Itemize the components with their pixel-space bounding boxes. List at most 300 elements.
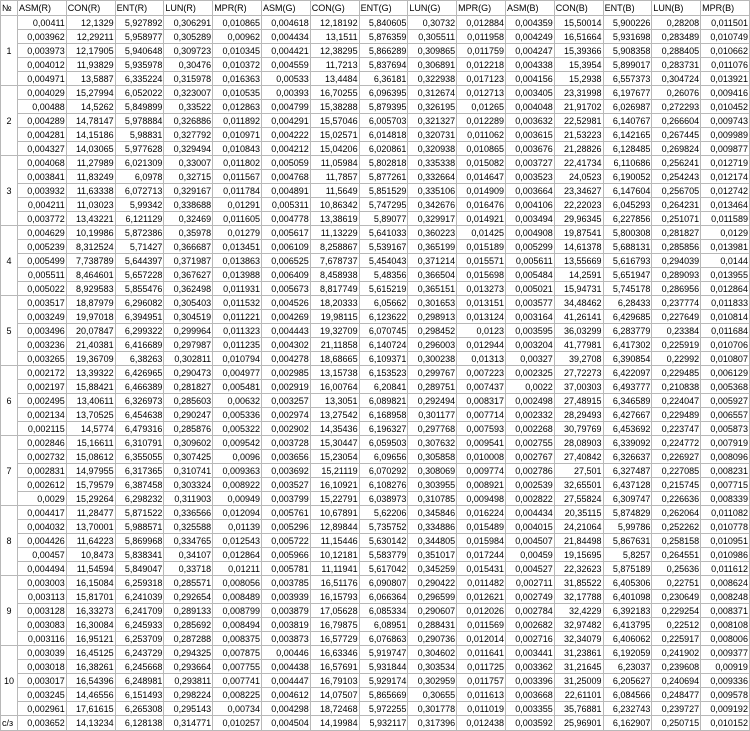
data-cell: 0,007875 xyxy=(213,646,262,660)
data-cell: 16,57729 xyxy=(310,632,359,646)
data-cell: 6,429685 xyxy=(603,310,652,324)
data-cell: 0,012218 xyxy=(457,58,506,72)
data-cell: 6,085334 xyxy=(359,604,408,618)
data-cell: 5,615219 xyxy=(359,282,408,296)
table-row xyxy=(1,422,750,436)
data-cell: 5,688131 xyxy=(603,240,652,254)
data-cell: 0,00446 xyxy=(261,646,310,660)
data-cell: 5,849047 xyxy=(115,562,164,576)
data-cell: 23,34627 xyxy=(554,184,603,198)
data-cell: 0,002711 xyxy=(505,576,554,590)
data-cell: 0,003727 xyxy=(505,156,554,170)
data-cell: 0,301177 xyxy=(408,408,457,422)
data-cell: 18,20333 xyxy=(310,296,359,310)
data-cell: 0,226927 xyxy=(652,450,701,464)
data-cell: 0,009416 xyxy=(701,86,750,100)
data-cell: 0,002612 xyxy=(18,478,67,492)
data-cell: 0,293664 xyxy=(164,660,213,674)
data-cell: 0,329167 xyxy=(164,184,213,198)
data-cell: 0,012863 xyxy=(213,100,262,114)
data-cell: 5,972255 xyxy=(359,702,408,716)
data-cell: 0,003116 xyxy=(18,632,67,646)
data-cell: 5,657228 xyxy=(115,268,164,282)
data-cell: 19,15695 xyxy=(554,548,603,562)
data-cell: 13,55669 xyxy=(554,254,603,268)
data-cell: 0,004359 xyxy=(505,16,554,30)
data-cell: 19,87541 xyxy=(554,226,603,240)
group-number: 10 xyxy=(1,646,18,716)
data-cell: 0,004421 xyxy=(261,44,310,58)
data-cell: 0,005484 xyxy=(505,268,554,282)
data-cell: 11,03023 xyxy=(66,198,115,212)
data-cell: 0,004106 xyxy=(505,198,554,212)
data-cell: 21,11858 xyxy=(310,338,359,352)
data-cell: 0,009377 xyxy=(701,646,750,660)
data-cell: 0,012289 xyxy=(457,114,506,128)
data-cell: 0,002767 xyxy=(505,450,554,464)
data-cell: 6,326973 xyxy=(115,394,164,408)
data-cell: 0,290607 xyxy=(408,604,457,618)
data-cell: 0,004438 xyxy=(261,660,310,674)
data-cell: 0,226636 xyxy=(652,492,701,506)
data-cell: 0,304602 xyxy=(408,646,457,660)
data-cell: 0,010008 xyxy=(457,450,506,464)
data-cell: 0,002268 xyxy=(505,422,554,436)
data-cell: 12,89844 xyxy=(310,520,359,534)
data-cell: 15,02571 xyxy=(310,128,359,142)
data-cell: 0,300238 xyxy=(408,352,457,366)
data-cell: 5,89077 xyxy=(359,212,408,226)
table-row xyxy=(1,660,750,674)
data-cell: 0,011567 xyxy=(213,170,262,184)
data-cell: 0,00488 xyxy=(18,100,67,114)
data-cell: 0,003164 xyxy=(505,310,554,324)
data-cell: 0,00459 xyxy=(505,548,554,562)
data-cell: 0,003039 xyxy=(18,646,67,660)
data-cell: 0,005336 xyxy=(213,408,262,422)
data-cell: 7,678737 xyxy=(310,254,359,268)
data-cell: 31,21645 xyxy=(554,660,603,674)
data-cell: 0,003962 xyxy=(18,30,67,44)
data-cell: 22,41734 xyxy=(554,156,603,170)
data-cell: 0,011235 xyxy=(213,338,262,352)
data-cell: 11,54594 xyxy=(66,562,115,576)
data-cell: 8,817749 xyxy=(310,282,359,296)
data-cell: 0,305511 xyxy=(408,30,457,44)
header-cell: MPR(B) xyxy=(701,1,750,16)
header-cell: LUN(R) xyxy=(164,1,213,16)
data-cell: 0,012026 xyxy=(457,604,506,618)
data-cell: 0,007437 xyxy=(457,380,506,394)
data-cell: 16,10921 xyxy=(310,478,359,492)
data-cell: 0,004289 xyxy=(18,114,67,128)
group-number: 5 xyxy=(1,296,18,366)
data-cell: 0,002822 xyxy=(505,492,554,506)
data-cell: 0,229485 xyxy=(652,366,701,380)
data-cell: 0,360223 xyxy=(408,226,457,240)
data-cell: 6,005703 xyxy=(359,114,408,128)
data-cell: 5,929174 xyxy=(359,674,408,688)
data-cell: 0,003676 xyxy=(505,142,554,156)
data-cell: 6,401098 xyxy=(603,590,652,604)
data-cell: 14,07507 xyxy=(310,688,359,702)
data-cell: 0,003615 xyxy=(505,128,554,142)
data-cell: 5,583779 xyxy=(359,548,408,562)
table-row xyxy=(1,366,750,380)
data-cell: 0,01313 xyxy=(457,352,506,366)
data-cell: 0,002682 xyxy=(505,618,554,632)
data-cell: 0,003595 xyxy=(505,324,554,338)
data-cell: 0,011759 xyxy=(457,44,506,58)
data-cell: 0,285856 xyxy=(652,240,701,254)
data-cell: 6,232743 xyxy=(603,702,652,716)
table-row xyxy=(1,478,750,492)
data-cell: 6,070745 xyxy=(359,324,408,338)
table-row xyxy=(1,688,750,702)
data-cell: 0,254243 xyxy=(652,170,701,184)
table-row xyxy=(1,282,750,296)
data-cell: 5,867631 xyxy=(603,534,652,548)
data-cell: 0,002831 xyxy=(18,464,67,478)
data-cell: 5,454043 xyxy=(359,254,408,268)
data-cell: 27,501 xyxy=(554,464,603,478)
data-cell: 13,70001 xyxy=(66,520,115,534)
data-cell: 0,248477 xyxy=(652,688,701,702)
data-cell: 0,334765 xyxy=(164,534,213,548)
header-cell: ASM(G) xyxy=(261,1,310,16)
data-cell: 0,005021 xyxy=(505,282,554,296)
data-cell: 0,0096 xyxy=(213,450,262,464)
data-cell: 0,004908 xyxy=(505,226,554,240)
data-cell: 0,011062 xyxy=(457,128,506,142)
data-cell: 15,29264 xyxy=(66,492,115,506)
data-cell: 6,084566 xyxy=(603,688,652,702)
data-cell: 0,225917 xyxy=(652,632,701,646)
group-number: 2 xyxy=(1,86,18,156)
data-cell: 6,339092 xyxy=(603,436,652,450)
data-cell: 0,008922 xyxy=(213,478,262,492)
table-row xyxy=(1,674,750,688)
data-cell: 10,12181 xyxy=(310,548,359,562)
average-row xyxy=(1,716,750,731)
data-cell: 0,239727 xyxy=(652,702,701,716)
data-cell: 0,224772 xyxy=(652,436,701,450)
data-cell: 0,002325 xyxy=(505,366,554,380)
data-cell: 0,007593 xyxy=(457,422,506,436)
data-cell: 0,002172 xyxy=(18,366,67,380)
data-cell: 0,0123 xyxy=(457,324,506,338)
data-cell: 0,008006 xyxy=(701,632,750,646)
data-cell: 19,32709 xyxy=(310,324,359,338)
header-row xyxy=(1,1,750,16)
table-row xyxy=(1,30,750,44)
data-cell: 6,151493 xyxy=(115,688,164,702)
data-cell: 0,011532 xyxy=(213,296,262,310)
data-cell: 0,004417 xyxy=(18,506,67,520)
data-cell: 0,004799 xyxy=(261,100,310,114)
data-cell: 0,003873 xyxy=(261,632,310,646)
data-cell: 0,011958 xyxy=(457,30,506,44)
data-cell: 15,30447 xyxy=(310,436,359,450)
average-cell: 25,96901 xyxy=(554,716,603,731)
data-cell: 5,958977 xyxy=(115,30,164,44)
table-row xyxy=(1,534,750,548)
data-cell: 0,297987 xyxy=(164,338,213,352)
data-cell: 6,09656 xyxy=(359,450,408,464)
data-cell: 0,002846 xyxy=(18,436,67,450)
data-cell: 0,004281 xyxy=(18,128,67,142)
group-number: 1 xyxy=(1,16,18,86)
data-cell: 0,227085 xyxy=(652,464,701,478)
header-cell: MPR(R) xyxy=(213,1,262,16)
data-cell: 0,011757 xyxy=(457,674,506,688)
data-cell: 12,1329 xyxy=(66,16,115,30)
data-cell: 0,35978 xyxy=(164,226,213,240)
data-cell: 22,22023 xyxy=(554,198,603,212)
data-cell: 6,096395 xyxy=(359,86,408,100)
data-cell: 16,95121 xyxy=(66,632,115,646)
data-cell: 21,28826 xyxy=(554,142,603,156)
data-cell: 0,323007 xyxy=(164,86,213,100)
data-cell: 0,25636 xyxy=(652,562,701,576)
data-cell: 5,874829 xyxy=(603,506,652,520)
data-cell: 0,334886 xyxy=(408,520,457,534)
data-cell: 6,197677 xyxy=(603,86,652,100)
data-cell: 6,08951 xyxy=(359,618,408,632)
data-cell: 11,93829 xyxy=(66,58,115,72)
data-cell: 22,61101 xyxy=(554,688,603,702)
data-cell: 0,010535 xyxy=(213,86,262,100)
data-cell: 0,335106 xyxy=(408,184,457,198)
data-cell: 39,2708 xyxy=(554,352,603,366)
data-cell: 0,004048 xyxy=(505,100,554,114)
data-cell: 0,298913 xyxy=(408,310,457,324)
data-cell: 5,900226 xyxy=(603,16,652,30)
data-cell: 0,351017 xyxy=(408,548,457,562)
data-cell: 0,008096 xyxy=(701,450,750,464)
data-cell: 0,312674 xyxy=(408,86,457,100)
data-cell: 0,22992 xyxy=(652,352,701,366)
data-cell: 16,15084 xyxy=(66,576,115,590)
data-cell: 0,011076 xyxy=(701,58,750,72)
table-row xyxy=(1,506,750,520)
data-cell: 0,01211 xyxy=(213,562,262,576)
data-cell: 18,87979 xyxy=(66,296,115,310)
header-cell: LUN(G) xyxy=(408,1,457,16)
data-cell: 0,002134 xyxy=(18,408,67,422)
data-cell: 0,292654 xyxy=(164,590,213,604)
data-cell: 6,36181 xyxy=(359,72,408,86)
data-cell: 0,003265 xyxy=(18,352,67,366)
data-cell: 6,335224 xyxy=(115,72,164,86)
data-cell: 6,283779 xyxy=(603,324,652,338)
data-cell: 0,011605 xyxy=(213,212,262,226)
data-cell: 0,0144 xyxy=(701,254,750,268)
data-cell: 0,011082 xyxy=(701,506,750,520)
data-cell: 5,877261 xyxy=(359,170,408,184)
data-cell: 0,367627 xyxy=(164,268,213,282)
data-cell: 6,417302 xyxy=(603,338,652,352)
data-cell: 5,840605 xyxy=(359,16,408,30)
data-cell: 15,81701 xyxy=(66,590,115,604)
data-cell: 0,241902 xyxy=(652,646,701,660)
data-cell: 15,04206 xyxy=(310,142,359,156)
data-cell: 0,006557 xyxy=(701,408,750,422)
data-cell: 0,306291 xyxy=(164,16,213,30)
header-cell: CON(B) xyxy=(554,1,603,16)
data-cell: 6,265308 xyxy=(115,702,164,716)
data-cell: 6,454638 xyxy=(115,408,164,422)
data-cell: 0,011501 xyxy=(701,16,750,30)
average-cell: 6,162907 xyxy=(603,716,652,731)
data-cell: 23,31998 xyxy=(554,86,603,100)
data-cell: 14,61378 xyxy=(554,240,603,254)
data-cell: 5,866289 xyxy=(359,44,408,58)
data-cell: 0,287288 xyxy=(164,632,213,646)
data-cell: 6,427667 xyxy=(603,408,652,422)
data-cell: 0,004527 xyxy=(505,562,554,576)
data-cell: 0,229254 xyxy=(652,604,701,618)
data-cell: 0,011221 xyxy=(213,310,262,324)
data-cell: 6,248981 xyxy=(115,674,164,688)
data-cell: 0,012713 xyxy=(457,86,506,100)
data-cell: 0,329917 xyxy=(408,212,457,226)
table-row xyxy=(1,240,750,254)
data-cell: 11,63338 xyxy=(66,184,115,198)
data-cell: 6,387458 xyxy=(115,478,164,492)
header-cell: № xyxy=(1,1,18,16)
data-cell: 6,052022 xyxy=(115,86,164,100)
data-cell: 11,11941 xyxy=(310,562,359,576)
data-cell: 0,004032 xyxy=(18,520,67,534)
data-cell: 0,004247 xyxy=(505,44,554,58)
table-row xyxy=(1,16,750,30)
data-cell: 0,008248 xyxy=(701,590,750,604)
table-row xyxy=(1,100,750,114)
data-cell: 0,288405 xyxy=(652,44,701,58)
data-cell: 6,168958 xyxy=(359,408,408,422)
data-cell: 6,123622 xyxy=(359,310,408,324)
data-cell: 0,010662 xyxy=(701,44,750,58)
data-cell: 6,413795 xyxy=(603,618,652,632)
data-cell: 16,15793 xyxy=(310,590,359,604)
data-cell: 0,307425 xyxy=(164,450,213,464)
data-cell: 5,849899 xyxy=(115,100,164,114)
data-cell: 0,28208 xyxy=(652,16,701,30)
data-cell: 21,91702 xyxy=(554,100,603,114)
data-cell: 0,306891 xyxy=(408,58,457,72)
data-cell: 0,298224 xyxy=(164,688,213,702)
data-cell: 0,011482 xyxy=(457,576,506,590)
data-cell: 24,0523 xyxy=(554,170,603,184)
data-cell: 0,299767 xyxy=(408,366,457,380)
data-cell: 10,8473 xyxy=(66,548,115,562)
data-cell: 0,011569 xyxy=(457,618,506,632)
data-cell: 6,245933 xyxy=(115,618,164,632)
data-cell: 0,004338 xyxy=(505,58,554,72)
data-cell: 0,015082 xyxy=(457,156,506,170)
table-row xyxy=(1,352,750,366)
data-cell: 15,38288 xyxy=(310,100,359,114)
header-cell: ASM(R) xyxy=(18,1,67,16)
data-cell: 0,01291 xyxy=(213,198,262,212)
data-cell: 0,002919 xyxy=(261,380,310,394)
data-cell: 6,020861 xyxy=(359,142,408,156)
data-cell: 0,004891 xyxy=(261,184,310,198)
table-row xyxy=(1,464,750,478)
data-cell: 0,011784 xyxy=(213,184,262,198)
data-cell: 0,008371 xyxy=(701,604,750,618)
data-cell: 0,004222 xyxy=(261,128,310,142)
data-cell: 0,011892 xyxy=(213,114,262,128)
data-cell: 14,2591 xyxy=(554,268,603,282)
data-cell: 0,002495 xyxy=(18,394,67,408)
data-cell: 0,240694 xyxy=(652,674,701,688)
data-cell: 5,62206 xyxy=(359,506,408,520)
data-cell: 0,014909 xyxy=(457,184,506,198)
data-cell: 0,003405 xyxy=(505,86,554,100)
data-cell: 0,01425 xyxy=(457,226,506,240)
data-cell: 6,076863 xyxy=(359,632,408,646)
data-cell: 6,227856 xyxy=(603,212,652,226)
data-cell: 0,004327 xyxy=(18,142,67,156)
data-cell: 16,63346 xyxy=(310,646,359,660)
data-cell: 10,67891 xyxy=(310,506,359,520)
data-cell: 5,865669 xyxy=(359,688,408,702)
data-cell: 11,64223 xyxy=(66,534,115,548)
data-cell: 0,006409 xyxy=(261,268,310,282)
data-cell: 0,251071 xyxy=(652,212,701,226)
data-cell: 16,38261 xyxy=(66,660,115,674)
data-cell: 6,243729 xyxy=(115,646,164,660)
data-cell: 0,013451 xyxy=(213,240,262,254)
data-cell: 6,090807 xyxy=(359,576,408,590)
data-cell: 19,98115 xyxy=(310,310,359,324)
data-cell: 0,004559 xyxy=(261,58,310,72)
data-cell: 0,008799 xyxy=(213,604,262,618)
data-cell: 0,30476 xyxy=(164,58,213,72)
data-cell: 0,009336 xyxy=(701,674,750,688)
table-row xyxy=(1,702,750,716)
data-cell: 0,004778 xyxy=(261,212,310,226)
data-cell: 13,15738 xyxy=(310,366,359,380)
data-cell: 19,97018 xyxy=(66,310,115,324)
data-cell: 14,5262 xyxy=(66,100,115,114)
data-cell: 0,289093 xyxy=(652,268,701,282)
data-cell: 0,011802 xyxy=(213,156,262,170)
data-cell: 14,03065 xyxy=(66,142,115,156)
data-cell: 11,13229 xyxy=(310,226,359,240)
data-cell: 6,355055 xyxy=(115,450,164,464)
data-cell: 35,76881 xyxy=(554,702,603,716)
data-cell: 0,004156 xyxy=(505,72,554,86)
data-cell: 6,296082 xyxy=(115,296,164,310)
data-cell: 0,269824 xyxy=(652,142,701,156)
group-number: 4 xyxy=(1,226,18,296)
data-cell: 6,253709 xyxy=(115,632,164,646)
data-cell: 0,30655 xyxy=(408,688,457,702)
data-cell: 0,005481 xyxy=(213,380,262,394)
data-cell: 16,57691 xyxy=(310,660,359,674)
data-cell: 0,005673 xyxy=(261,282,310,296)
data-cell: 11,7213 xyxy=(310,58,359,72)
data-cell: 13,39322 xyxy=(66,366,115,380)
table-row xyxy=(1,254,750,268)
data-cell: 16,45125 xyxy=(66,646,115,660)
table-row xyxy=(1,212,750,226)
data-cell: 0,004291 xyxy=(261,114,310,128)
data-cell: 0,004443 xyxy=(261,324,310,338)
